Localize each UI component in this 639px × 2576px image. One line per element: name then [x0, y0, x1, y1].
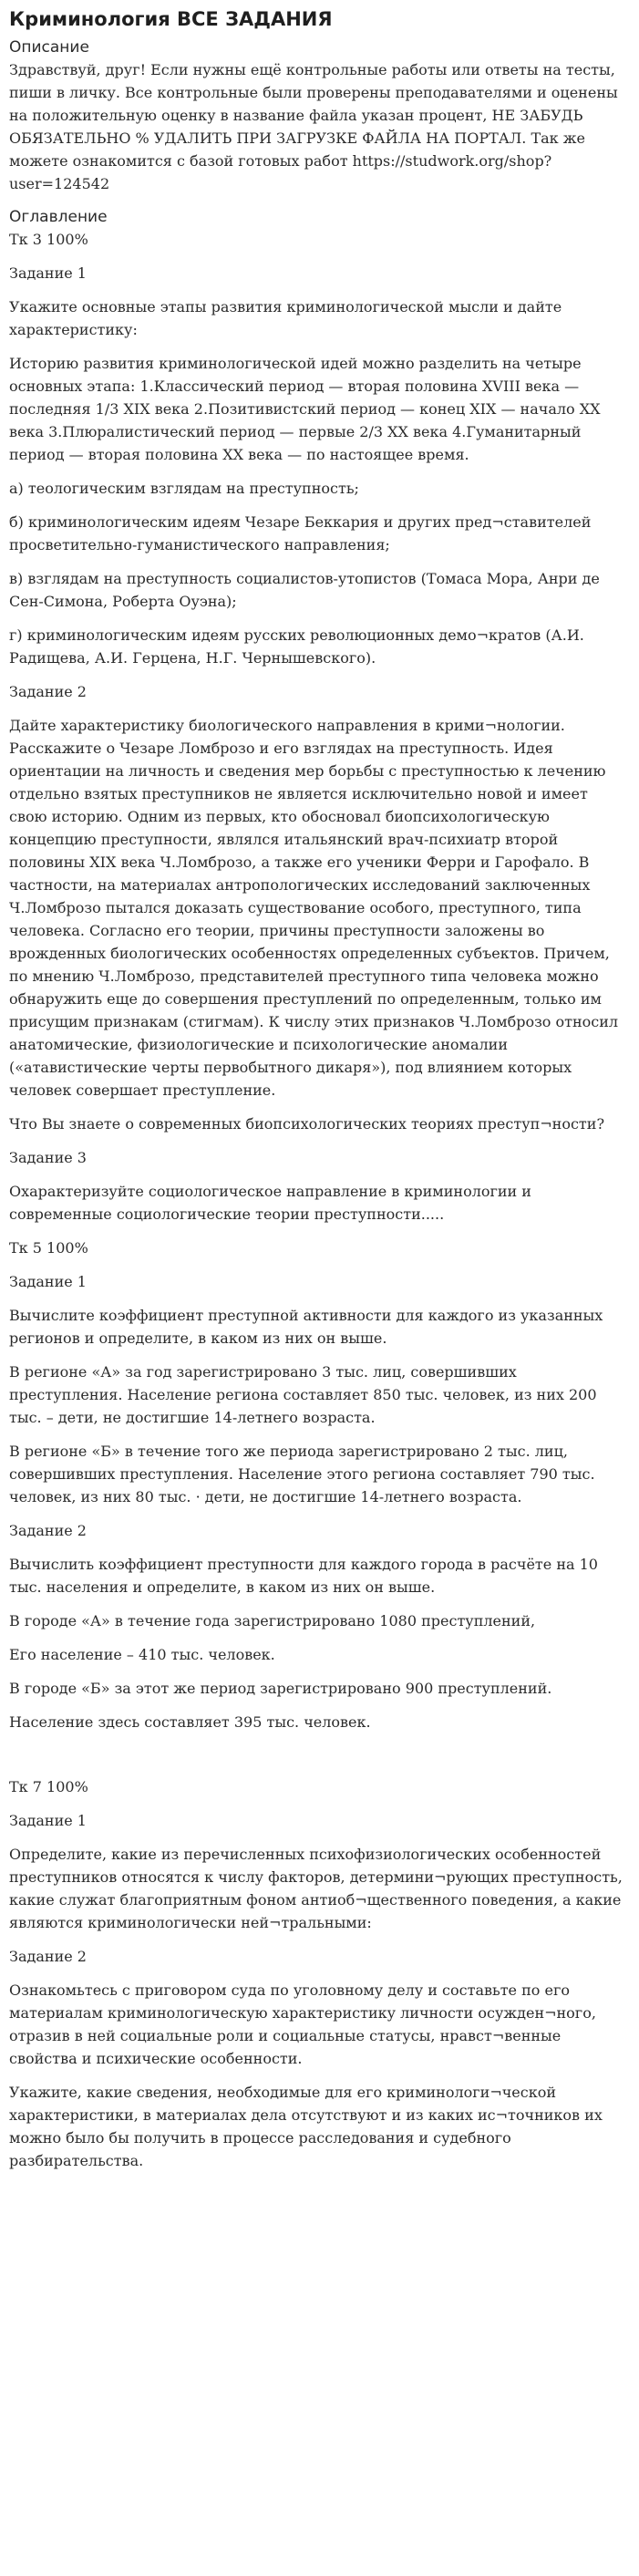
paragraph: Укажите основные этапы развития криминологической мысли и дайте характеристику: [9, 298, 562, 338]
task-label: Задание 2 [9, 1948, 87, 1965]
paragraph: В городе «А» в течение года зарегистрировано 1080 преступлений, [9, 1612, 536, 1629]
description-body: Здравствуй, друг! Если нужны ещё контрольные работы или ответы на тесты, пиши в личку. Все контрольные были проверены преподавателями и оценены на положительную оценку в название файла указан процент, НЕ ЗАБУДЬ ОБЯЗАТЕЛЬНО % УДАЛИТЬ ПРИ ЗАГРУЗКЕ ФАЙЛА НА ПОРТАЛ. Так же можете ознакомится с базой готовых работ [9, 61, 618, 170]
paragraph: В регионе «А» за год зарегистрировано 3 тыс. лиц, совершивших преступления. Население региона составляет 850 тыс. человек, из них 200 тыс. – дети, не достигшие 14-летнего возраста. [9, 1363, 597, 1426]
paragraph: Вычислить коэффициент преступности для каждого города в расчёте на 10 тыс. населения и определите, в каком из них он выше. [9, 1556, 598, 1596]
section-tk3: Тк 3 100% [9, 231, 88, 248]
paragraph: а) теологическим взглядам на преступность; [9, 480, 359, 497]
toc-heading: Оглавление [9, 208, 108, 226]
paragraph: В городе «Б» за этот же период зарегистрировано 900 преступлений. [9, 1680, 552, 1697]
description-text [9, 58, 630, 195]
task-label: Задание 1 [9, 1812, 87, 1829]
task-label: Задание 3 [9, 1149, 87, 1166]
task-label: Задание 1 [9, 1273, 87, 1290]
document-title: Криминология ВСЕ ЗАДАНИЯ [9, 8, 333, 30]
paragraph: в) взглядам на преступность социалистов-утопистов (Томаса Мора, Анри де Сен-Симона, Роберта Оуэна); [9, 570, 600, 610]
paragraph: В регионе «Б» в течение того же периода зарегистрировано 2 тыс. лиц, совершивших преступления. Население этого региона составляет 790 тыс. человек, из них 80 тыс. · дети, не достигшие 14-летнего возраста. [9, 1443, 595, 1505]
task-label: Задание 2 [9, 1522, 87, 1539]
task-label: Задание 2 [9, 683, 87, 700]
section-tk7: Тк 7 100% [9, 1778, 88, 1795]
paragraph: Его население – 410 тыс. человек. [9, 1646, 275, 1663]
paragraph: Укажите, какие сведения, необходимые для его криминологи¬ческой характеристики, в материалах дела отсутствуют и из каких ис¬точников их можно было бы получить в процессе расследования и судебного разбирательства. [9, 2084, 603, 2169]
paragraph: г) криминологическим идеям русских революционных демо¬кратов (А.И. Радищева, А.И. Герцена, Н.Г. Чернышевского). [9, 626, 584, 667]
paragraph: Дайте характеристику биологического направления в крими¬нологии. Расскажите о Чезаре Ломброзо и его взглядах на преступность. Идея ориентации на личность и сведения мер борьбы с преступностью к лечению отдельно взятых преступников не является исключительно новой и имеет свою историю. Одним из первых, кто обосновал биопсихологическую концепцию преступности, являлся итальянский врач-психиатр второй половины XIX века Ч.Ломброзо, а также его ученики Ферри и Гарофало. В частности, на материалах антропологических исследований заключенных Ч.Ломброзо пытался доказать существование особого, преступного, типа человека. Согласно его теории, причины преступности заложены во врожденных биологических особенностях определенных субъектов. Причем, по мнению Ч.Ломброзо, представителей преступного типа человека можно обнаружить еще до совершения преступлений по определенным, только им присущим признакам (стигмам). К числу этих признаков Ч.Ломброзо относил анатомические, физиологические и психологические аномалии («атавистические черты первобытного дикаря»), под влиянием которых человек совершает преступление. [9, 717, 619, 1099]
description-heading: Описание [9, 38, 89, 57]
shop-link[interactable]: https://studwork.org/shop?user=124542 [9, 152, 552, 192]
paragraph: Что Вы знаете о современных биопсихологических теориях преступ¬ности? [9, 1115, 605, 1133]
paragraph: Ознакомьтесь с приговором суда по уголовному делу и составьте по его материалам криминологическую характеристику личности осужден¬ного, отразив в ней социальные роли и социальные статусы, нравст¬венные свойства и психические особенности. [9, 1981, 596, 2067]
paragraph: б) криминологическим идеям Чезаре Беккария и других пред¬ставителей просветительно-гуманистического направления; [9, 513, 592, 553]
section-tk5: Тк 5 100% [9, 1239, 88, 1257]
paragraph: Определите, какие из перечисленных психофизиологических особенностей преступников относятся к числу факторов, детермини¬рующих преступность, какие служат благоприятным фоном антиоб¬щественного поведения, а какие являются криминологически ней¬тральными: [9, 1846, 623, 1931]
task-label: Задание 1 [9, 264, 87, 282]
paragraph: Историю развития криминологической идей можно разделить на четыре основных этапа: 1.Классический период — вторая половина XVIII века — последняя 1/3 XIX века 2.Позитивистский период — конец XIX — начало XX века 3.Плюралистический период — первые 2/3 XX века 4.Гуманитарный период — вторая половина XX века — по настоящее время. [9, 355, 601, 463]
paragraph: Охарактеризуйте социологическое направление в криминологии и современные социологические теории преступности..... [9, 1183, 531, 1223]
paragraph: Вычислите коэффициент преступной активности для каждого из указанных регионов и определите, в каком из них он выше. [9, 1307, 603, 1347]
spacer [9, 1744, 630, 1775]
paragraph: Население здесь составляет 395 тыс. человек. [9, 1713, 371, 1731]
